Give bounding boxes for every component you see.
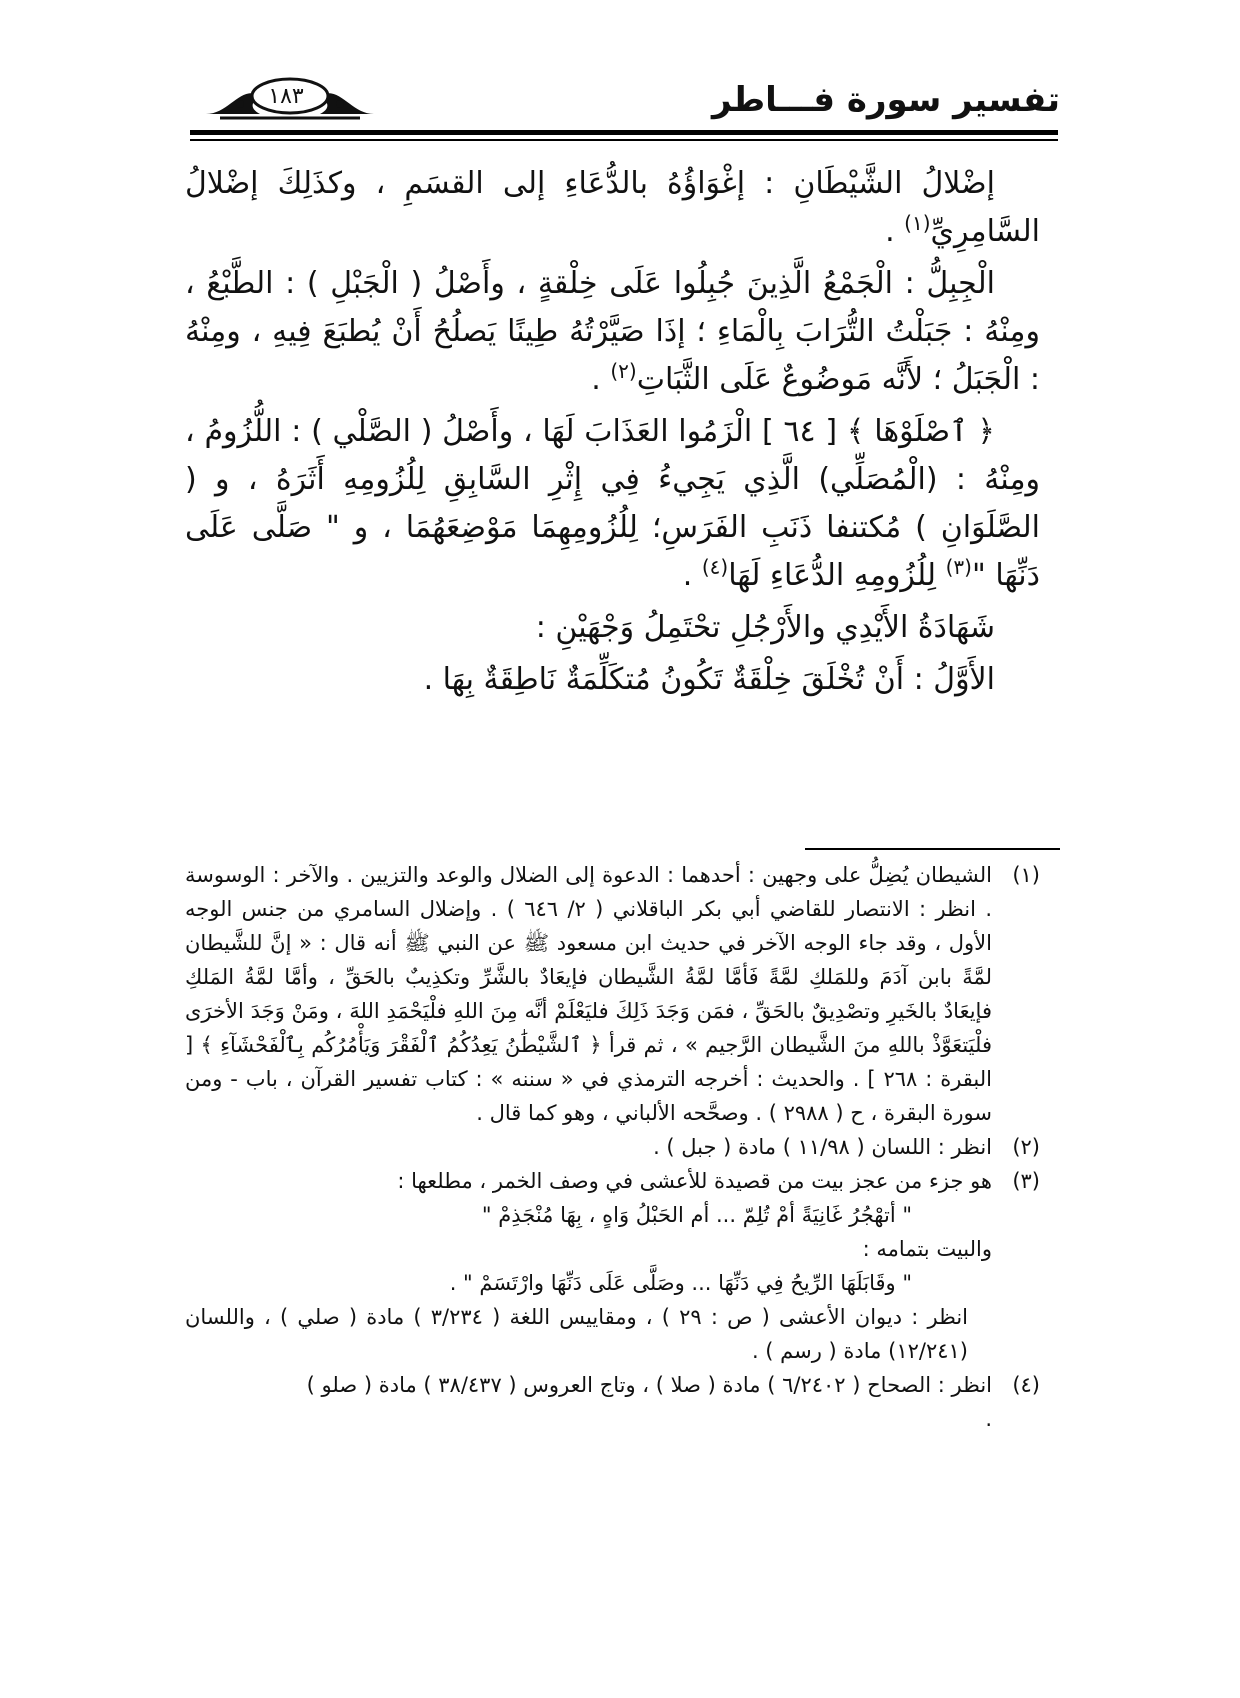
- footnote-3: [185, 1164, 1040, 1368]
- footnote-ref: (٣): [945, 555, 972, 579]
- running-title: تفسير سورة فـــاطر: [711, 80, 1060, 120]
- footnote-number: (٤): [1012, 1373, 1040, 1397]
- footnote-1: [185, 858, 1040, 1130]
- paragraph: الْجِبِلُّ : الْجَمْعُ الَّذِينَ جُبِلُوا عَلَى خِلْقةٍ ، وأَصْلُ ( الْجَبْلِ ) : الطَّبْعُ ، ومِنْهُ : جَبَلْتُ التُّرَابَ بِالْمَاءِ ؛ إذَا صَيَّرْتُهُ طِينًا يَصلُحُ أَنْ يُطبَعَ فِيهِ ، ومِنْهُ : الْجَبَلُ ؛ لأَنَّه مَوضُوعٌ عَلَى الثَّبَاتِ$^{(٢)}$ .: [185, 266, 1040, 397]
- paragraph: إضْلالُ الشَّيْطَانِ : إغْوَاؤُهُ بالدُّعَاءِ إلى القسَمِ ، وكذَلِكَ إضْلالُ السَّامِرِيِّ$^{(١)}$ .: [185, 166, 1040, 249]
- footnote-text: هو جزء من عجز بيت من قصيدة للأعشى في وصف الخمر ، مطلعها :: [397, 1169, 992, 1193]
- footnote-text: .: [985, 1407, 992, 1431]
- poem-verse: " أتهْجُرُ غَانِيَةً أمْ تُلِمّ ... أم الحَبْلُ وَاهٍ ، بِهَا مُنْجَذِمْ ": [481, 1203, 912, 1227]
- footnote-text: انظر : الصحاح ( ٦/٢٤٠٢ ) مادة ( صلا ) ، وتاج العروس ( ٣٨/٤٣٧ ) مادة ( صلو ): [306, 1373, 992, 1397]
- footnote-number: (٢): [1012, 1135, 1040, 1159]
- footnote-text: انظر : ديوان الأعشى ( ص : ٢٩ ) ، ومقاييس اللغة ( ٣/٢٣٤ ) مادة ( صلي ) ، واللسان (١٢/٢٤١) مادة ( رسم ) .: [185, 1305, 968, 1363]
- footnote-text: انظر : اللسان ( ١١/٩٨ ) مادة ( جبل ) .: [653, 1135, 992, 1159]
- footnote-ref: (١): [904, 211, 931, 235]
- header-rule-thick: [190, 130, 1058, 135]
- footnote-4: [185, 1368, 1040, 1436]
- footnote-ref: (٤): [701, 555, 729, 579]
- main-text: [185, 160, 1040, 708]
- paragraph: ﴿ ٱصْلَوْهَا ﴾ [ ٦٤ ] الْزَمُوا العَذَابَ لَهَا ، وأَصْلُ ( الصَّلْي ) : اللُّزُومُ ، ومِنْهُ : (الْمُصَلِّي) الَّذِي يَجِيءُ فِي إِثْرِ السَّابِقِ لِلُزُومِهِ أَثَرَهُ ، و ( الصَّلَوَانِ ) مُكتنفا ذَنَبِ الفَرَسِ؛ لِلُزُومِهِمَا مَوْضِعَهُمَا ، و " صَلَّى عَلَى دَنِّهَا "$^{(٣)}$ لِلُزُومِهِ الدُّعَاءِ لَهَا$^{(٤)}$ .: [185, 414, 1040, 593]
- footnote-number: (٣): [1012, 1169, 1040, 1193]
- footnote-number: (١): [1012, 863, 1040, 887]
- footnote-ref: (٢): [610, 359, 637, 383]
- footnote-separator: [805, 848, 1060, 850]
- footnotes: [185, 858, 1040, 1436]
- footnote-2: [185, 1130, 1040, 1164]
- page-number: ١٨٣: [268, 84, 304, 109]
- poem-verse: " وقَابَلَهَا الرِّيحُ فِي دَنِّهَا ... وصَلَّى عَلَى دَنِّهَا وارْتَسَمْ " .: [449, 1271, 912, 1295]
- footnote-text: الشيطان يُضِلُّ على وجهين : أحدهما : الدعوة إلى الضلال والوعد والتزيين . والآخر : الوسوسة . انظر : الانتصار للقاضي أبي بكر الباقلاني ( ٢/ ٦٤٦ ) . وإضلال السامري من جنس الوجه الأول ، وقد جاء الوجه الآخر في حديث ابن مسعود ﷺ عن النبي ﷺ أنه قال : « إنَّ للشَّيطان لمَّةً بابن آدَمَ وللمَلكِ لمَّةً فَأمَّا لمَّةُ الشَّيطان فإيعَادٌ بالشَّرِّ وتكذِيبٌ بالحَقِّ ، وأمَّا لمَّةُ المَلكِ فإيعَادٌ بالخَيرِ وتصْدِيقٌ بالحَقِّ ، فمَن وَجَدَ ذَلِكَ فليَعْلَمْ أنَّه مِنَ اللهِ فلْيَحْمَدِ اللهَ ، ومَنْ وَجَدَ الأخرَى فلْيَتعَوَّذْ باللهِ منَ الشَّيطان الرَّجيم » ، ثم قرأ ﴿ ٱلشَّيْطَٰنُ يَعِدُكُمُ ٱلْفَقْرَ وَيَأْمُرُكُم بِٱلْفَحْشَآءِ ﴾ [ البقرة : ٢٦٨ ] . والحديث : أخرجه الترمذي في « سننه » : كتاب تفسير القرآن ، باب - ومن سورة البقرة ، ح ( ٢٩٨٨ ) . وصحَّحه الألباني ، وهو كما قال .: [185, 863, 992, 1125]
- footnote-text: والبيت بتمامه :: [862, 1237, 992, 1261]
- paragraph: الأَوَّلُ : أَنْ تُخْلَقَ خِلْقَةٌ تَكُونُ مُتكَلِّمَةٌ نَاطِقَةٌ بِهَا .: [423, 662, 995, 697]
- header-rule-thin: [190, 139, 1058, 141]
- page-header: [180, 74, 1060, 130]
- paragraph: شَهَادَةُ الأَيْدِي والأَرْجُلِ تحْتَمِلُ وَجْهَيْنِ :: [535, 610, 995, 645]
